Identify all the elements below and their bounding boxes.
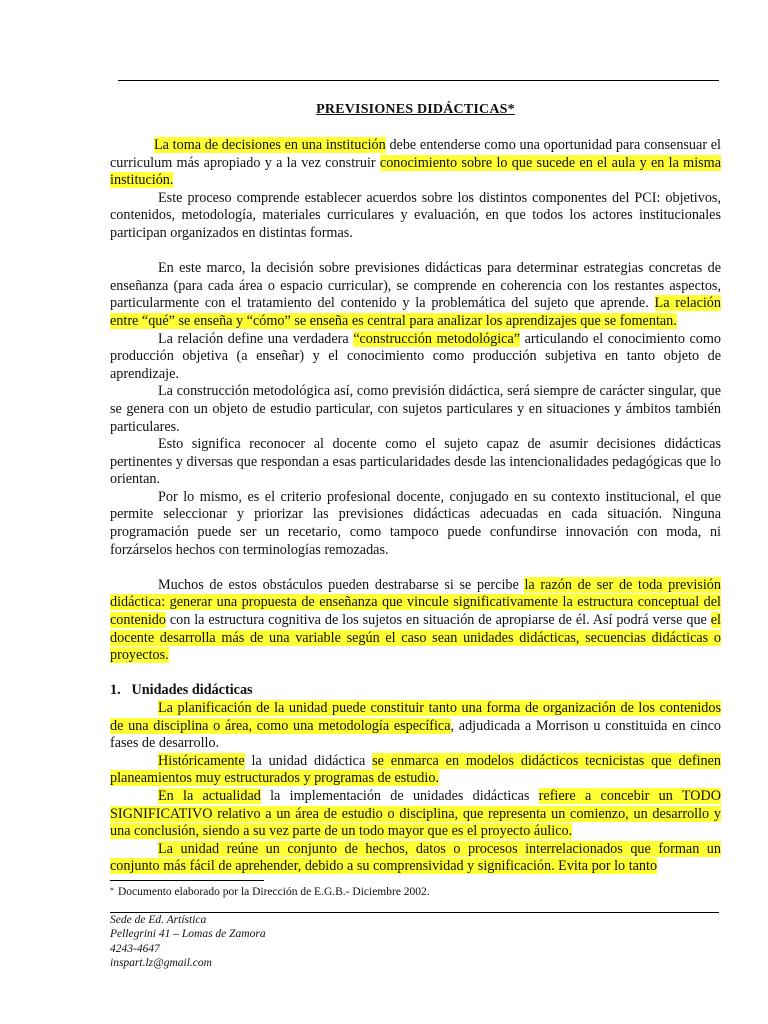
highlight: La planificación de la unidad puede constituir tanto una forma de organización de los contenidos de una disciplina o área, como una metodología específica bbox=[110, 700, 721, 734]
highlight: Históricamente bbox=[158, 752, 245, 769]
paragraph-6: Esto significa reconocer al docente como el sujeto capaz de asumir decisiones didácticas pertinentes y diversas que respondan a esas particularidades desde las intencionalidades pedagógicas que lo orientan. bbox=[110, 436, 721, 488]
paragraph-7: Por lo mismo, es el criterio profesional docente, conjugado en su contexto institucional, el que permite seleccionar y priorizar las previsiones didácticas adecuadas en cada situación. Ninguna programación puede ser un recetario, como tampoco puede confundirse innovación con moda, ni forzárselos hechos con terminologías remozadas. bbox=[110, 488, 721, 558]
header-rule bbox=[118, 80, 719, 81]
text: la implementación de unidades didácticas bbox=[260, 787, 539, 804]
text: , adjudicada a Morrison u constituida en cinco fases de desarrollo. bbox=[110, 717, 721, 752]
paragraph-1 bbox=[110, 137, 721, 190]
text: La relación define una verdadera bbox=[158, 330, 354, 347]
section-paragraph-3 bbox=[110, 788, 721, 841]
text: con la estructura cognitiva de los sujetos en situación de apropiarse de él. Así podrá verse que bbox=[165, 612, 711, 629]
paragraph-4 bbox=[110, 331, 721, 384]
footer-line-1: Sede de Ed. Artística bbox=[110, 914, 207, 926]
footer-email[interactable]: inspart.lz@gmail.com bbox=[110, 957, 212, 970]
highlight: refiere a concebir un TODO SIGNIFICATIVO relativo a un área de estudio o disciplina, que representa un comienzo, un desarrollo y una conclusión, siendo a su vez parte de un todo mayor que es el proyecto áulico. bbox=[110, 787, 721, 840]
paragraph-3 bbox=[110, 260, 721, 330]
highlight: la razón de ser de toda previsión didáctica: generar una propuesta de enseñanza que vincule significativamente la estructura conceptual del contenido bbox=[110, 576, 721, 629]
footnote bbox=[110, 886, 430, 898]
highlight: La unidad reúne un conjunto de hechos, datos o procesos interrelacionados que forman un conjunto más fácil de aprehender, debido a su comprensividad y significación. Evita por lo tanto bbox=[110, 840, 721, 875]
section-title: Unidades didácticas bbox=[131, 682, 253, 699]
section-paragraph-1 bbox=[110, 700, 721, 753]
section-number: 1. bbox=[110, 682, 121, 699]
footnote-marker: * bbox=[110, 886, 114, 895]
paragraph-2: Este proceso comprende establecer acuerdos sobre los distintos componentes del PCI: objetivos, contenidos, metodología, materiales curriculares y evaluación, en que todos los actores institucionales participan organizados en distintas formas. bbox=[110, 189, 721, 241]
highlight: La relación entre “qué” se enseña y “cómo” se enseña es central para analizar los aprendizajes que se fomentan. bbox=[110, 295, 721, 329]
highlight: conocimiento sobre lo que sucede en el aula y en la misma institución. bbox=[110, 154, 721, 189]
section-paragraph-2 bbox=[110, 753, 721, 788]
highlight: La toma de decisiones en una institución bbox=[154, 137, 386, 153]
paragraph-8 bbox=[110, 577, 721, 665]
text: la unidad didáctica bbox=[244, 752, 373, 769]
document-body bbox=[110, 137, 721, 876]
footnote-rule bbox=[110, 880, 264, 881]
highlight: se enmarca en modelos didácticos tecnicistas que definen planeamientos muy estructurados y programas de estudio. bbox=[110, 752, 721, 787]
footer-address bbox=[110, 913, 266, 971]
document-title: PREVISIONES DIDÁCTICAS* bbox=[316, 102, 515, 117]
text: articulando el conocimiento como producción objetiva (a enseñar) y el conocimiento como producción subjetiva en tanto objeto de aprendizaje. bbox=[110, 330, 721, 382]
highlight: el docente desarrolla más de una variable según el caso sean unidades didácticas, secuencias didácticas o proyectos. bbox=[110, 612, 721, 664]
highlight: En la actualidad bbox=[158, 787, 261, 804]
highlight: “construcción metodológica” bbox=[353, 330, 521, 347]
footer-line-3: 4243-4647 bbox=[110, 942, 160, 955]
paragraph-5: La construcción metodológica así, como previsión didáctica, será siempre de carácter singular, que se genera con un objeto de estudio particular, con sujetos particulares y en situaciones y ámbitos también particulares. bbox=[110, 383, 721, 435]
section-paragraph-4 bbox=[110, 841, 721, 876]
text: En este marco, la decisión sobre previsiones didácticas para determinar estrategias concretas de enseñanza (para cada área o espacio curricular), se comprende en coherencia con los restantes aspectos, particularmente con el tratamiento del contenido y la problemática del sujeto que aprende. bbox=[110, 260, 721, 312]
footnote-text: Documento elaborado por la Dirección de E.G.B.- Diciembre 2002. bbox=[118, 886, 430, 898]
text: debe entenderse como una oportunidad para consensuar el curriculum más apropiado y a la vez construir bbox=[110, 137, 721, 171]
section-heading bbox=[110, 682, 721, 700]
footer-line-2: Pellegrini 41 – Lomas de Zamora bbox=[110, 928, 266, 941]
text: Muchos de estos obstáculos pueden destrabarse si se percibe bbox=[158, 576, 525, 593]
